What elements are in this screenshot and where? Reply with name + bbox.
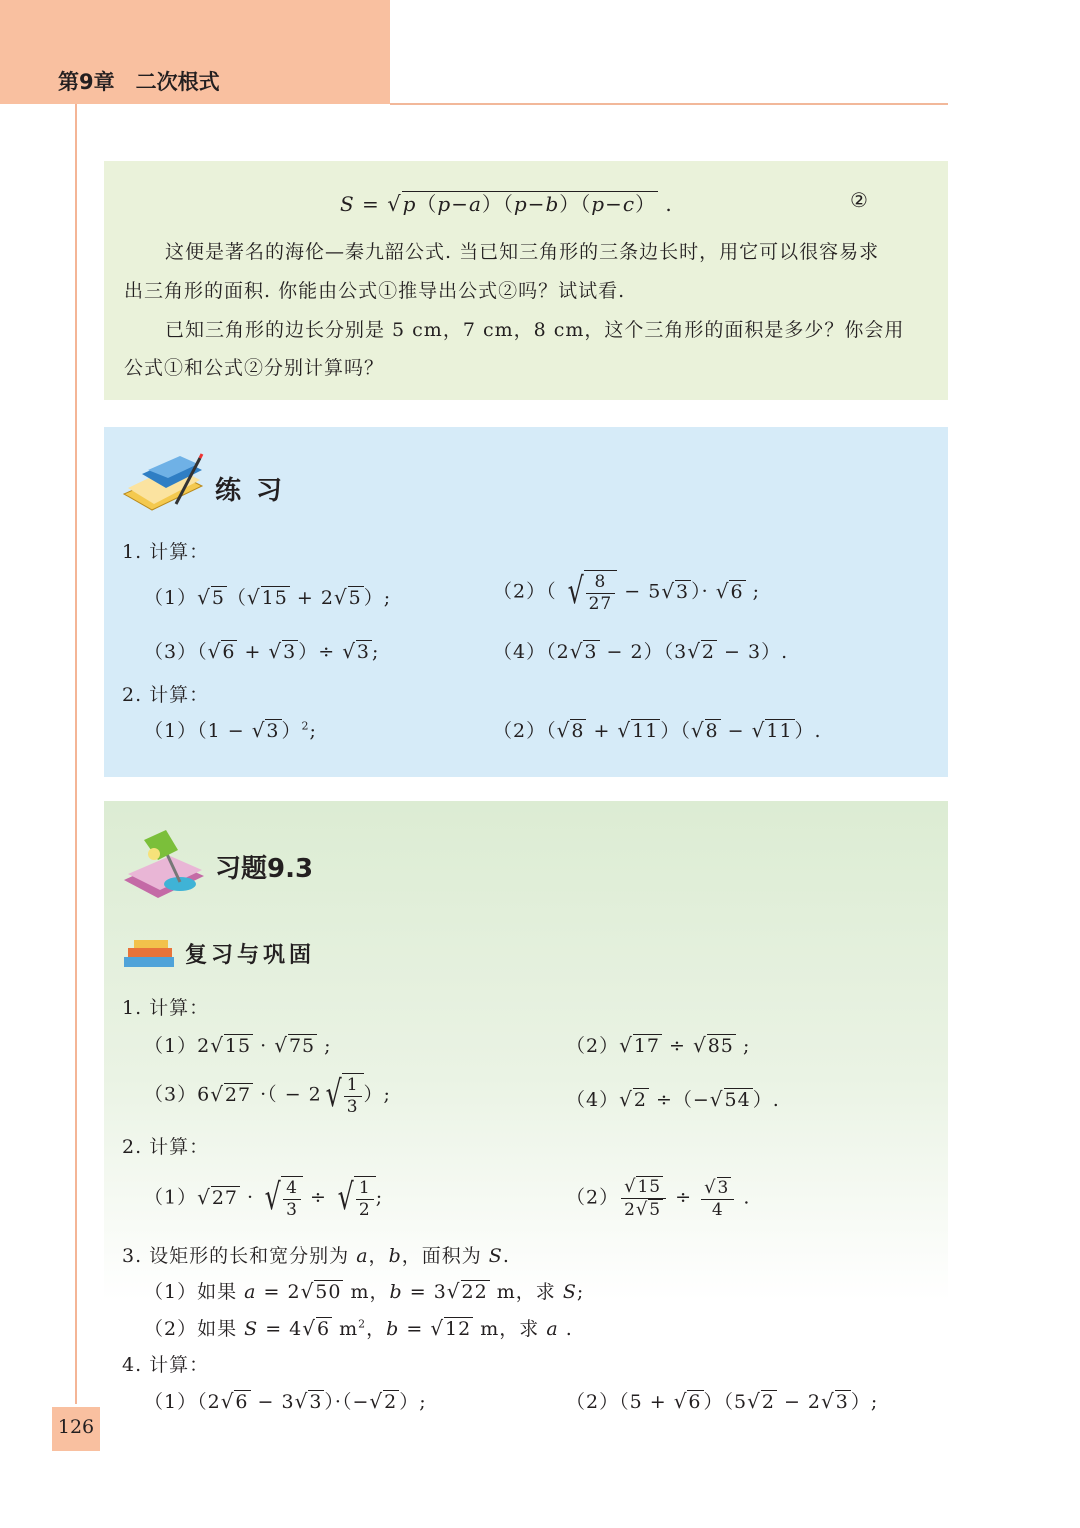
- margin-rule: [75, 104, 77, 1404]
- exercise-q1-2: （2）√17 ÷ √85 ;: [566, 1033, 751, 1057]
- practice-q1-3: （3）（√6 + √3 ）÷ √3 ;: [144, 639, 380, 663]
- practice-q1-2: （2）（ √ $\frac{8}{27}$ − 5√3 ）· √6 ;: [493, 571, 760, 614]
- exercise-q2-label: 2. 计算：: [122, 1136, 210, 1158]
- practice-q2-2: （2）（√8 + √11 ）（√8 − √11 ）.: [493, 718, 822, 742]
- exercise-q1-3: （3）6√27 ·（ − 2 √ $\frac{1}{3}$ ）;: [144, 1074, 391, 1117]
- practice-title: 练 习: [215, 476, 286, 506]
- exercise-q4-2: （2）（5 + √6 ）（5√2 − 2√3 ）;: [566, 1389, 879, 1413]
- exercise-q4-label: 4. 计算：: [122, 1354, 210, 1376]
- formula-label: ②: [850, 188, 869, 212]
- exercise-q3: 3. 设矩形的长和宽分别为 a，b，面积为 S.: [122, 1245, 510, 1267]
- practice-q1-4: （4）（2√3 − 2）（3√2 − 3）.: [493, 639, 789, 663]
- books-icon: [120, 937, 178, 971]
- page-number: 126: [57, 1416, 95, 1438]
- paragraph-triangle-1: 已知三角形的边长分别是 5 cm，7 cm，8 cm，这个三角形的面积是多少？你会用: [165, 319, 905, 341]
- exercise-q2-1: （1）√27 · √ $\frac{4}{3}$ ÷ √ $\frac{1}{2}$ ;: [144, 1177, 384, 1220]
- exercise-q3-2: （2）如果 S = 4√6 $m^2$，b = √12 m，求 a .: [144, 1316, 573, 1340]
- paragraph-heron-1: 这便是著名的海伦—秦九韶公式. 当已知三角形的三条边长时，用它可以很容易求: [165, 241, 880, 263]
- heron-formula: S = √p（p−a）（p−b）（p−c） .: [340, 192, 673, 216]
- paragraph-heron-2: 出三角形的面积. 你能由公式①推导出公式②吗？试试看.: [124, 280, 626, 302]
- paragraph-triangle-2: 公式①和公式②分别计算吗？: [124, 357, 385, 379]
- exercise-q2-2: （2） $\frac{√15}{2√5}$ ÷ $\frac{√3}{4}$ .: [566, 1176, 751, 1220]
- exercise-q1-1: （1）2√15 · √75 ;: [144, 1033, 332, 1057]
- practice-q1-1: （1）√5 （√15 + 2√5 ）;: [144, 585, 392, 609]
- practice-q2-1: （1）（1 − √3 ）$^2$;: [144, 718, 317, 742]
- header-rule: [390, 103, 948, 105]
- practice-q2-label: 2. 计算：: [122, 684, 210, 706]
- exercise-q4-1: （1）（2√6 − 3√3 ）·（−√2 ）;: [144, 1389, 427, 1413]
- practice-book-icon: [118, 452, 208, 514]
- review-subtitle: 复习与巩固: [185, 943, 316, 968]
- lamp-book-icon: [118, 822, 208, 902]
- exercise-q1-4: （4）√2 ÷（−√54 ）.: [566, 1087, 780, 1111]
- exercise-title: 习题9.3: [215, 854, 314, 884]
- chapter-title: 第9章 二次根式: [58, 70, 220, 94]
- exercise-q3-1: （1）如果 a = 2√50 m，b = 3√22 m，求 S;: [144, 1279, 585, 1303]
- exercise-q1-label: 1. 计算：: [122, 997, 210, 1019]
- practice-q1-label: 1. 计算：: [122, 541, 210, 563]
